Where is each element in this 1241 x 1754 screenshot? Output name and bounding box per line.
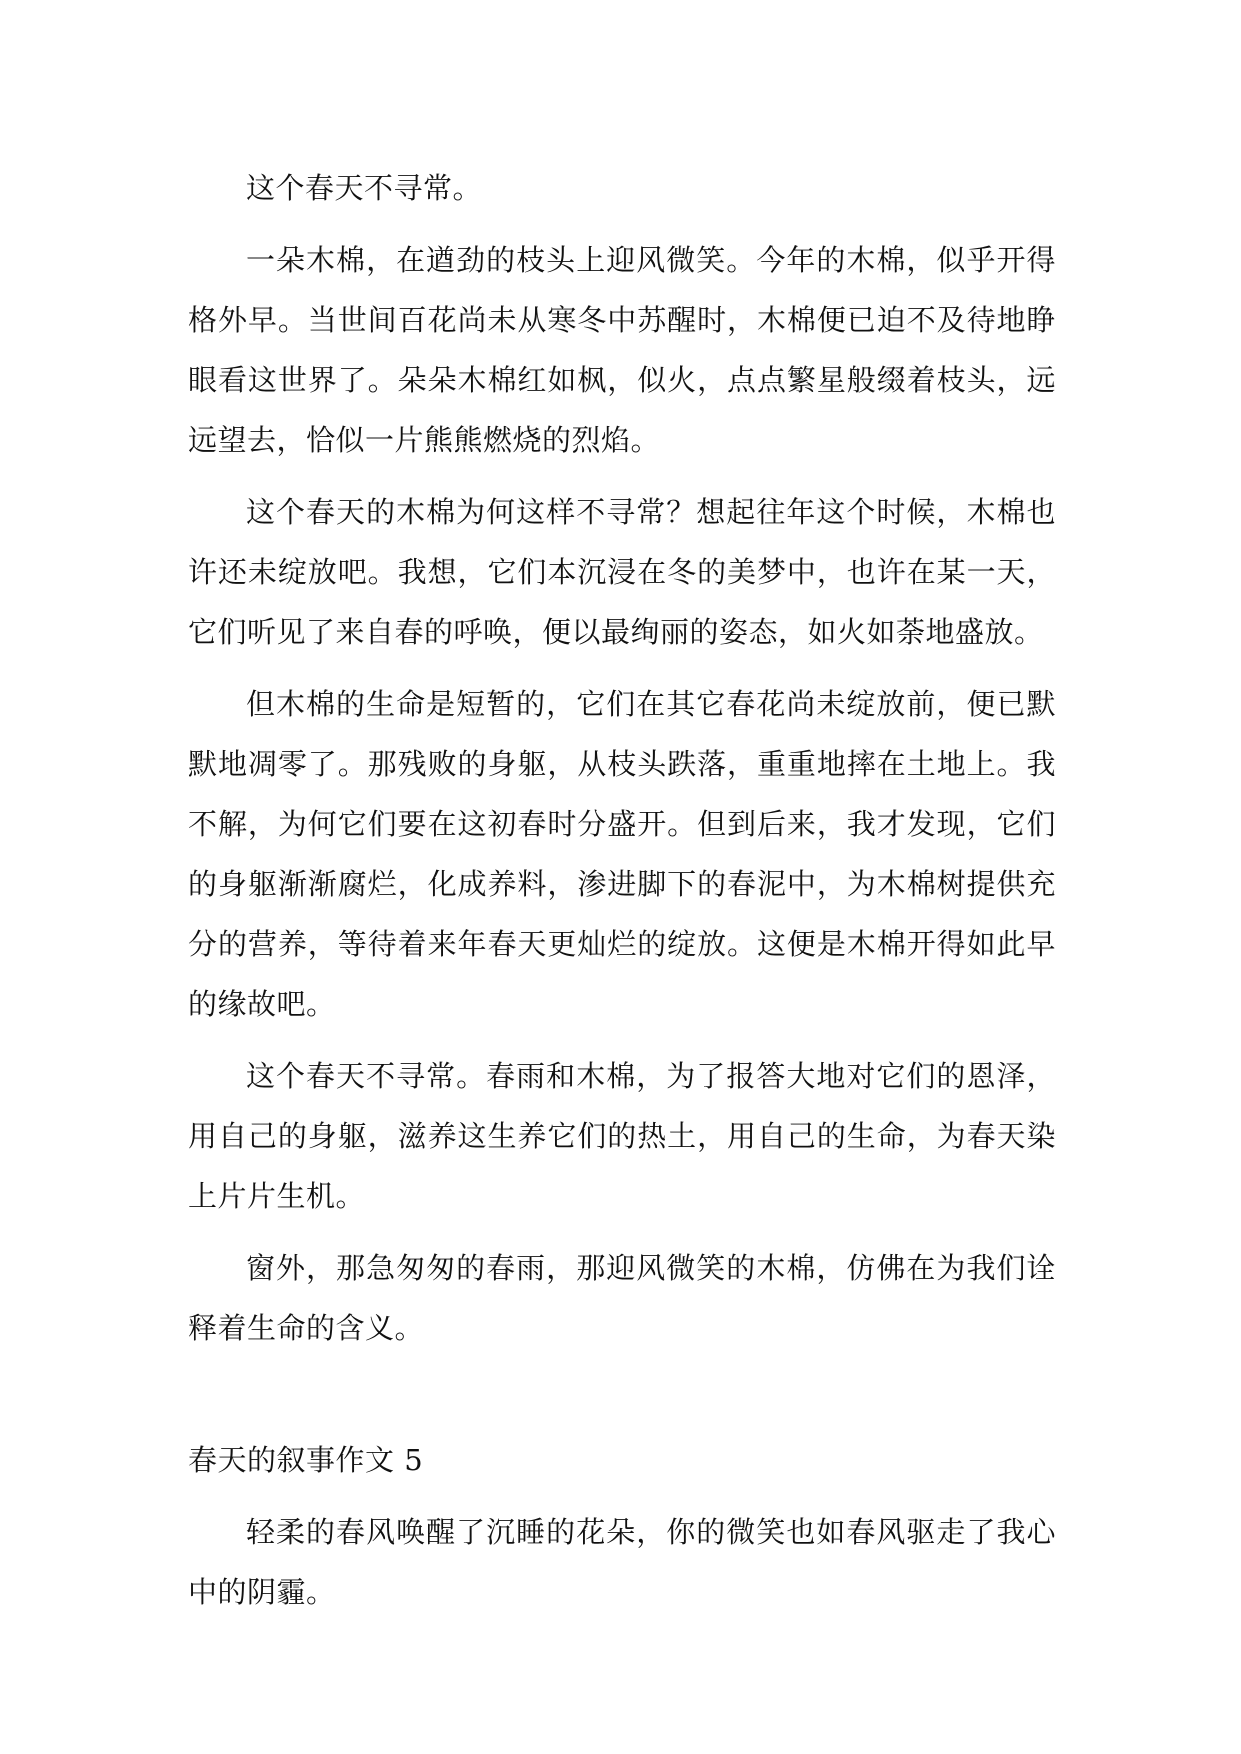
paragraph: 这个春天不寻常。 bbox=[246, 171, 483, 205]
paragraph: 轻柔的春风唤醒了沉睡的花朵，你的微笑也如春风驱走了我心中的阴霾。 bbox=[188, 1515, 1056, 1609]
paragraph: 这个春天不寻常。春雨和木棉，为了报答大地对它们的恩泽，用自己的身躯，滋养这生养它们的热土，用自己的生命，为春天染上片片生机。 bbox=[188, 1059, 1056, 1213]
paragraph: 一朵木棉，在遒劲的枝头上迎风微笑。今年的木棉，似乎开得格外早。当世间百花尚未从寒冬中苏醒时，木棉便已迫不及待地睁眼看这世界了。朵朵木棉红如枫，似火，点点繁星般缀着枝头，远远望去，恰似一片熊熊燃烧的烈焰。 bbox=[188, 243, 1056, 457]
paragraph: 但木棉的生命是短暂的，它们在其它春花尚未绽放前，便已默默地凋零了。那残败的身躯，从枝头跌落，重重地摔在土地上。我不解，为何它们要在这初春时分盛开。但到后来，我才发现，它们的身躯渐渐腐烂，化成养料，渗进脚下的春泥中，为木棉树提供充分的营养，等待着来年春天更灿烂的绽放。这便是木棉开得如此早的缘故吧。 bbox=[188, 687, 1056, 1021]
paragraph: 窗外，那急匆匆的春雨，那迎风微笑的木棉，仿佛在为我们诠释着生命的含义。 bbox=[188, 1251, 1056, 1345]
paragraph: 这个春天的木棉为何这样不寻常？想起往年这个时候，木棉也许还未绽放吧。我想，它们本沉浸在冬的美梦中，也许在某一天，它们听见了来自春的呼唤，便以最绚丽的姿态，如火如荼地盛放。 bbox=[188, 495, 1056, 649]
document-body bbox=[188, 158, 1056, 1622]
section-title: 春天的叙事作文 5 bbox=[188, 1443, 424, 1477]
